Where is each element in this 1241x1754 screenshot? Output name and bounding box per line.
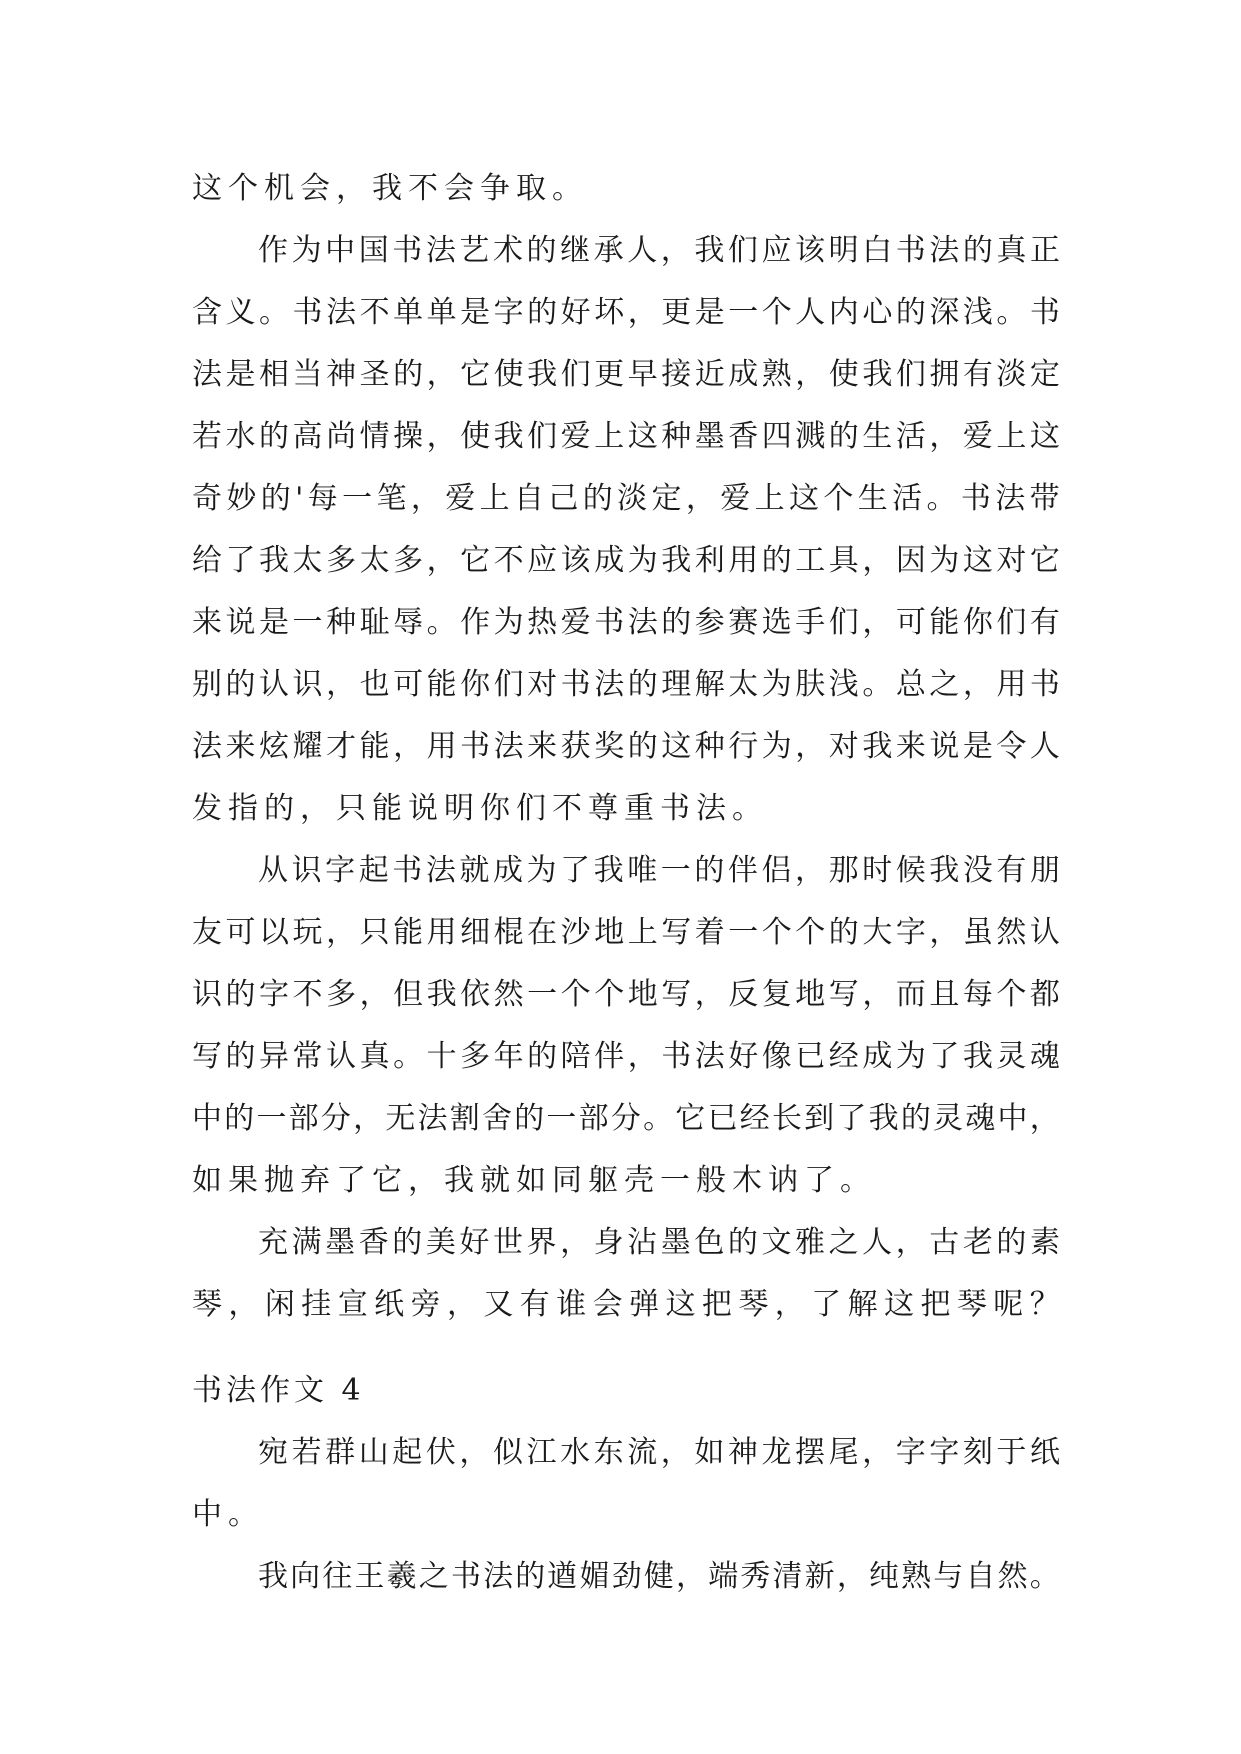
text-line: 含 义 。 书 法 不 单 单 是 字 的 好 坏 ， 更 是 一 个 人 内 心 的 深 浅 。 书 [192, 295, 1060, 330]
text-line: 中 的 一 部 分 ， 无 法 割 舍 的 一 部 分 。 它 已 经 长 到 了 我 的 灵 魂 中 ， [192, 1101, 1060, 1136]
section-title: 书法作文 4 [192, 1373, 365, 1408]
text-line: 写 的 异 常 认 真 。 十 多 年 的 陪 伴 ， 书 法 好 像 已 经 成 为 了 我 灵 魂 [192, 1039, 1060, 1074]
text-line: 识 的 字 不 多 ， 但 我 依 然 一 个 个 地 写 ， 反 复 地 写 ， 而 且 每 个 都 [192, 977, 1060, 1012]
text-line: 给 了 我 太 多 太 多 ， 它 不 应 该 成 为 我 利 用 的 工 具 ， 因 为 这 对 它 [192, 543, 1060, 578]
text-line: 如果抛弃了它，我就如同躯壳一般木讷了。 [192, 1163, 876, 1198]
text-line: 作 为 中 国 书 法 艺 术 的 继 承 人 ， 我 们 应 该 明 白 书 法 的 真 正 [258, 233, 1060, 268]
text-line: 中。 [192, 1497, 264, 1532]
text-line: 从 识 字 起 书 法 就 成 为 了 我 唯 一 的 伴 侣 ， 那 时 候 我 没 有 朋 [258, 853, 1060, 888]
text-line: 这个机会，我不会争取。 [192, 171, 588, 206]
text-line: 充 满 墨 香 的 美 好 世 界 ， 身 沾 墨 色 的 文 雅 之 人 ， 古 老 的 素 [258, 1225, 1060, 1260]
text-line: 法 来 炫 耀 才 能 ， 用 书 法 来 获 奖 的 这 种 行 为 ， 对 我 来 说 是 令 人 [192, 729, 1060, 764]
text-line: 别 的 认 识 ， 也 可 能 你 们 对 书 法 的 理 解 太 为 肤 浅 。 总 之 ， 用 书 [192, 667, 1060, 702]
text-line: 宛 若 群 山 起 伏 ， 似 江 水 东 流 ， 如 神 龙 摆 尾 ， 字 字 刻 于 纸 [258, 1435, 1060, 1470]
text-line: 友 可 以 玩 ， 只 能 用 细 棍 在 沙 地 上 写 着 一 个 个 的 大 字 ， 虽 然 认 [192, 915, 1060, 950]
text-line: 若 水 的 高 尚 情 操 ， 使 我 们 爱 上 这 种 墨 香 四 溅 的 生 活 ， 爱 上 这 [192, 419, 1060, 454]
text-line: 发指的，只能说明你们不尊重书法。 [192, 791, 768, 826]
text-line: 琴 ， 闲 挂 宣 纸 旁 ， 又 有 谁 会 弹 这 把 琴 ， 了 解 这 把 琴 呢 ？ [192, 1287, 1060, 1322]
text-line: 我 向 往 王 羲 之 书 法 的 遒 媚 劲 健 ， 端 秀 清 新 ， 纯 熟 与 自 然 。 [258, 1559, 1060, 1594]
text-line: 法 是 相 当 神 圣 的 ， 它 使 我 们 更 早 接 近 成 熟 ， 使 我 们 拥 有 淡 定 [192, 357, 1060, 392]
text-line: 奇 妙 的 ' 每 一 笔 ， 爱 上 自 己 的 淡 定 ， 爱 上 这 个 生 活 。 书 法 带 [192, 481, 1060, 516]
text-line: 来 说 是 一 种 耻 辱 。 作 为 热 爱 书 法 的 参 赛 选 手 们 ， 可 能 你 们 有 [192, 605, 1060, 640]
